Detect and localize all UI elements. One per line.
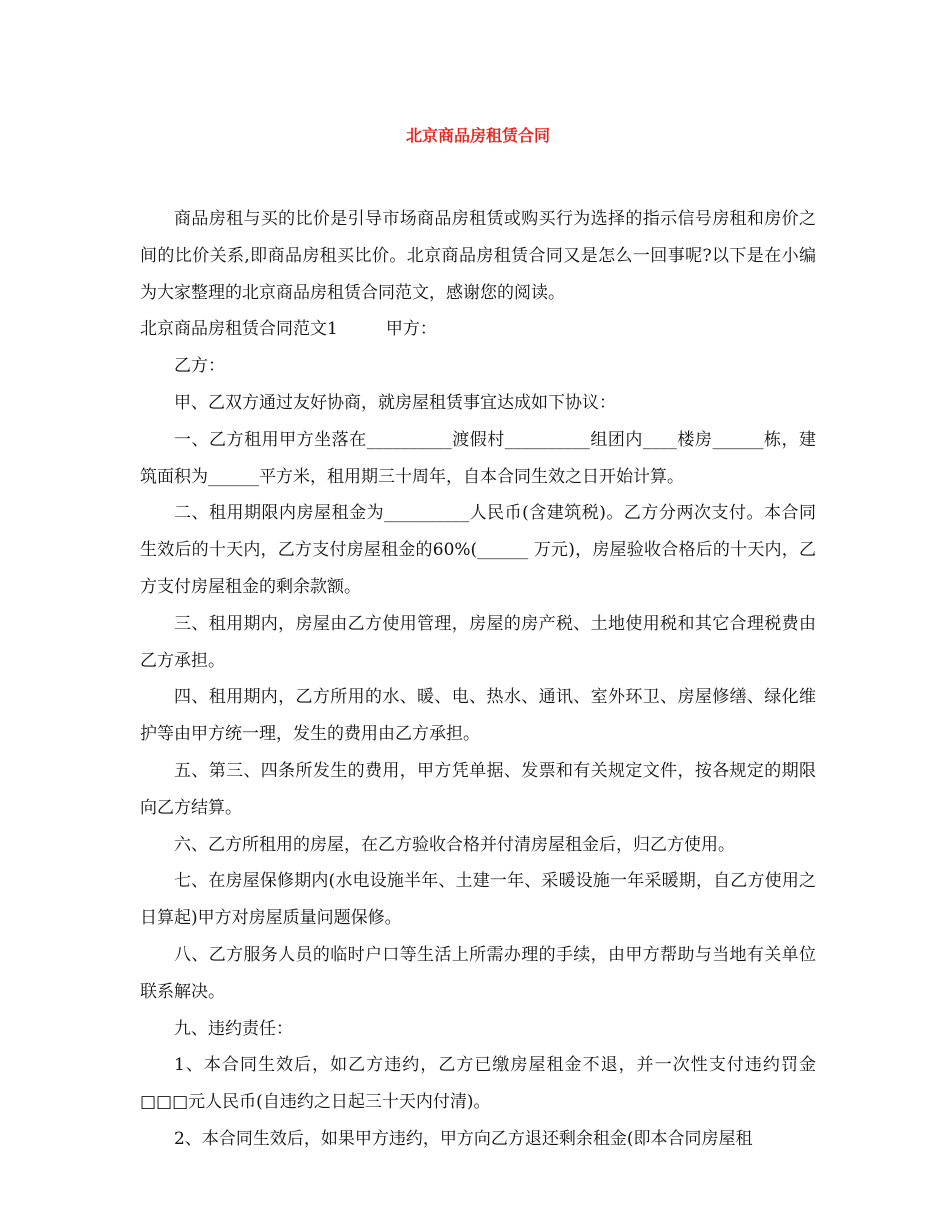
party-a-label: 甲方： bbox=[385, 319, 437, 340]
sample-heading: 北京商品房租赁合同范文1 bbox=[140, 319, 338, 340]
clause-8: 八、乙方服务人员的临时户口等生活上所需办理的手续，由甲方帮助与当地有关单位联系解决。 bbox=[140, 944, 816, 1002]
party-b-label: 乙方： bbox=[174, 356, 225, 377]
clause-4: 四、租用期内，乙方所用的水、暖、电、热水、通讯、室外环卫、房屋修缮、绿化维护等由甲方统一理，发生的费用由乙方承担。 bbox=[140, 687, 816, 745]
clause-1: 一、乙方租用甲方坐落在__________渡假村__________组团内____楼房______栋，建筑面积为______平方米，租用期三十周年，自本合同生效之日开始计算。 bbox=[140, 429, 816, 487]
sample-heading-line bbox=[140, 311, 816, 348]
clause-5: 五、第三、四条所发生的费用，甲方凭单据、发票和有关规定文件，按各规定的期限向乙方结算。 bbox=[140, 760, 816, 818]
document-title: 北京商品房租赁合同 bbox=[405, 126, 550, 145]
clause-2: 二、租用期限内房屋租金为__________人民币(含建筑税)。乙方分两次支付。本合同生效后的十天内，乙方支付房屋租金的60%(______ 万元)，房屋验收合格后的十天内，乙方支付房屋租金的剩余款额。 bbox=[140, 503, 816, 597]
document-page bbox=[140, 118, 816, 1158]
clause-7: 七、在房屋保修期内(水电设施半年、土建一年、采暖设施一年采暖期，自乙方使用之日算起)甲方对房屋质量问题保修。 bbox=[140, 871, 816, 929]
clause-9-item-1: 1、本合同生效后，如乙方违约，乙方已缴房屋租金不退，并一次性支付违约罚金□□□元人民币(自违约之日起三十天内付清)。 bbox=[140, 1055, 816, 1113]
intro-paragraph: 商品房租与买的比价是引导市场商品房租赁或购买行为选择的指示信号房租和房价之间的比价关系,即商品房租买比价。北京商品房租赁合同又是怎么一回事呢?以下是在小编为大家整理的北京商品房租赁合同范文，感谢您的阅读。 bbox=[140, 209, 816, 303]
clause-9-item-2: 2、本合同生效后，如果甲方违约，甲方向乙方退还剩余租金(即本合同房屋租 bbox=[174, 1128, 753, 1149]
clause-6: 六、乙方所租用的房屋，在乙方验收合格并付清房屋租金后，归乙方使用。 bbox=[174, 834, 735, 855]
clause-9-heading: 九、违约责任： bbox=[174, 1018, 293, 1039]
clause-3: 三、租用期内，房屋由乙方使用管理，房屋的房产税、土地使用税和其它合理税费由乙方承担。 bbox=[140, 613, 816, 671]
document-body bbox=[140, 201, 816, 1158]
agreement-intro: 甲、乙双方通过友好协商，就房屋租赁事宜达成如下协议： bbox=[174, 392, 616, 413]
